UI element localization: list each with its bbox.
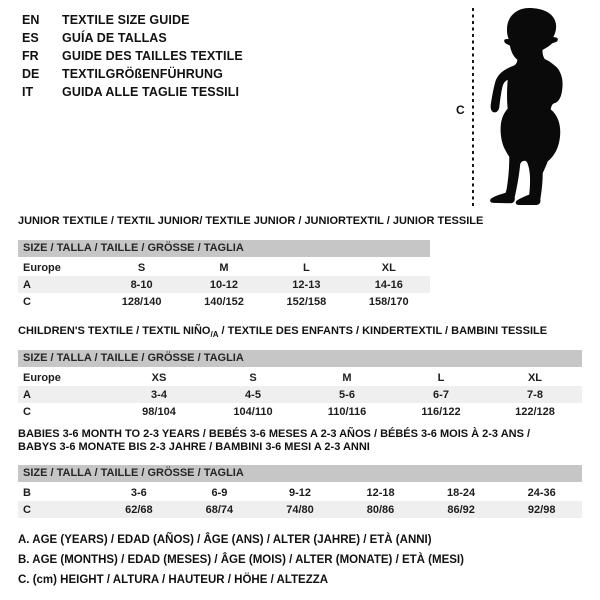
- language-code: ES: [22, 31, 39, 45]
- table-row: [18, 501, 582, 518]
- size-cell: 98/104: [142, 405, 176, 418]
- language-code: IT: [22, 85, 34, 99]
- size-cell: M: [342, 371, 352, 384]
- size-cell: 86/92: [447, 503, 475, 516]
- section-title-text: CHILDREN'S TEXTILE / TEXTIL NIÑO: [18, 325, 211, 337]
- baby-silhouette-icon: [479, 6, 575, 207]
- language-row: [22, 11, 243, 29]
- language-row: [22, 47, 243, 65]
- legend-notes: [18, 530, 464, 590]
- row-label: B: [23, 486, 31, 499]
- height-measure-line: [472, 8, 474, 207]
- row-label: Europe: [23, 371, 61, 384]
- table-row: [18, 293, 430, 310]
- section-title-line: BABIES 3-6 MONTH TO 2-3 YEARS / BEBÉS 3-6 MESES A 2-3 AÑOS / BÉBÉS 3-6 MOIS À 2-3 ANS /: [18, 428, 531, 440]
- size-cell: M: [219, 261, 229, 274]
- section-title-line: BABYS 3-6 MONATE BIS 2-3 JAHRE / BAMBINI 3-6 MESI A 2-3 ANNI: [18, 441, 370, 453]
- size-header-bar: SIZE / TALLA / TAILLE / GRÖSSE / TAGLIA: [18, 465, 582, 482]
- row-label: A: [23, 388, 31, 401]
- size-cell: 3-4: [151, 388, 167, 401]
- table-row: [18, 259, 430, 276]
- size-cell: 140/152: [204, 295, 244, 308]
- size-cell: 110/116: [327, 405, 367, 418]
- size-cell: 62/68: [125, 503, 153, 516]
- children-size-table: [18, 369, 582, 420]
- size-cell: 9-12: [288, 486, 311, 499]
- figure-height-label: C: [456, 103, 465, 117]
- language-code: DE: [22, 67, 40, 81]
- section-babies-textile: [18, 428, 582, 518]
- size-cell: 10-12: [209, 278, 239, 291]
- language-row: [22, 65, 243, 83]
- table-row: [18, 369, 582, 386]
- section-title-subscript: /A: [210, 330, 219, 340]
- section-title-text: / TEXTILE DES ENFANTS / KINDERTEXTIL / BAMBINI TESSILE: [218, 325, 548, 337]
- language-label: TEXTILE SIZE GUIDE: [62, 13, 190, 27]
- table-row: [18, 403, 582, 420]
- size-cell: 4-5: [245, 388, 261, 401]
- size-cell: XS: [151, 371, 167, 384]
- size-cell: 12-18: [366, 486, 395, 499]
- size-cell: 80/86: [366, 503, 395, 516]
- row-label: Europe: [23, 261, 61, 274]
- size-cell: 68/74: [205, 503, 234, 516]
- size-cell: 14-16: [374, 278, 403, 291]
- size-cell: 18-24: [447, 486, 476, 499]
- size-cell: 116/122: [421, 405, 461, 418]
- size-cell: 24-36: [527, 486, 556, 499]
- language-header: [22, 11, 243, 101]
- section-title: [18, 325, 582, 341]
- table-row: [18, 386, 582, 403]
- section-childrens-textile: [18, 325, 582, 420]
- row-label: C: [23, 405, 31, 418]
- size-cell: 8-10: [130, 278, 153, 291]
- note-age-years: A. AGE (YEARS) / EDAD (AÑOS) / ÂGE (ANS) / ALTER (JAHRE) / ETÀ (ANNI): [18, 534, 432, 546]
- size-cell: XL: [527, 371, 543, 384]
- row-label: C: [23, 503, 31, 516]
- note-age-months: B. AGE (MONTHS) / EDAD (MESES) / ÂGE (MOIS) / ALTER (MONATE) / ETÀ (MESI): [18, 554, 464, 566]
- row-label: A: [23, 278, 31, 291]
- size-cell: 74/80: [286, 503, 314, 516]
- size-cell: 128/140: [121, 295, 162, 308]
- size-cell: 152/158: [286, 295, 327, 308]
- junior-size-table: [18, 259, 430, 310]
- language-label: GUIDE DES TAILLES TEXTILE: [62, 49, 243, 63]
- size-header-bar: SIZE / TALLA / TAILLE / GRÖSSE / TAGLIA: [18, 350, 582, 367]
- language-row: [22, 29, 243, 47]
- babies-size-table: [18, 484, 582, 518]
- size-cell: 122/128: [515, 405, 555, 418]
- note-height-cm: C. (cm) HEIGHT / ALTURA / HAUTEUR / HÖHE / ALTEZZA: [18, 574, 329, 586]
- language-code: FR: [22, 49, 39, 63]
- language-label: GUIDA ALLE TAGLIE TESSILI: [62, 85, 240, 99]
- size-cell: 5-6: [339, 388, 355, 401]
- section-junior-textile: [18, 215, 484, 310]
- size-cell: 3-6: [130, 486, 147, 499]
- table-row: [18, 276, 430, 293]
- table-row: [18, 484, 582, 501]
- size-cell: 92/98: [527, 503, 556, 516]
- section-title: JUNIOR TEXTILE / TEXTIL JUNIOR/ TEXTILE JUNIOR / JUNIORTEXTIL / JUNIOR TESSILE: [18, 215, 484, 227]
- size-cell: S: [137, 261, 146, 274]
- size-cell: 6-7: [433, 388, 449, 401]
- size-cell: 104/110: [233, 405, 273, 418]
- size-cell: 158/170: [368, 295, 409, 308]
- language-code: EN: [22, 13, 40, 27]
- size-header-bar: SIZE / TALLA / TAILLE / GRÖSSE / TAGLIA: [18, 240, 430, 257]
- language-label: GUÍA DE TALLAS: [62, 31, 167, 45]
- size-cell: XL: [381, 261, 396, 274]
- size-cell: S: [249, 371, 257, 384]
- row-label: C: [23, 295, 31, 308]
- language-label: TEXTILGRÖßENFÜHRUNG: [62, 67, 223, 81]
- section-title: [18, 428, 582, 454]
- size-cell: L: [303, 261, 310, 274]
- size-cell: 12-13: [292, 278, 321, 291]
- size-cell: 6-9: [211, 486, 228, 499]
- size-cell: L: [437, 371, 445, 384]
- language-row: [22, 83, 243, 101]
- size-cell: 7-8: [527, 388, 543, 401]
